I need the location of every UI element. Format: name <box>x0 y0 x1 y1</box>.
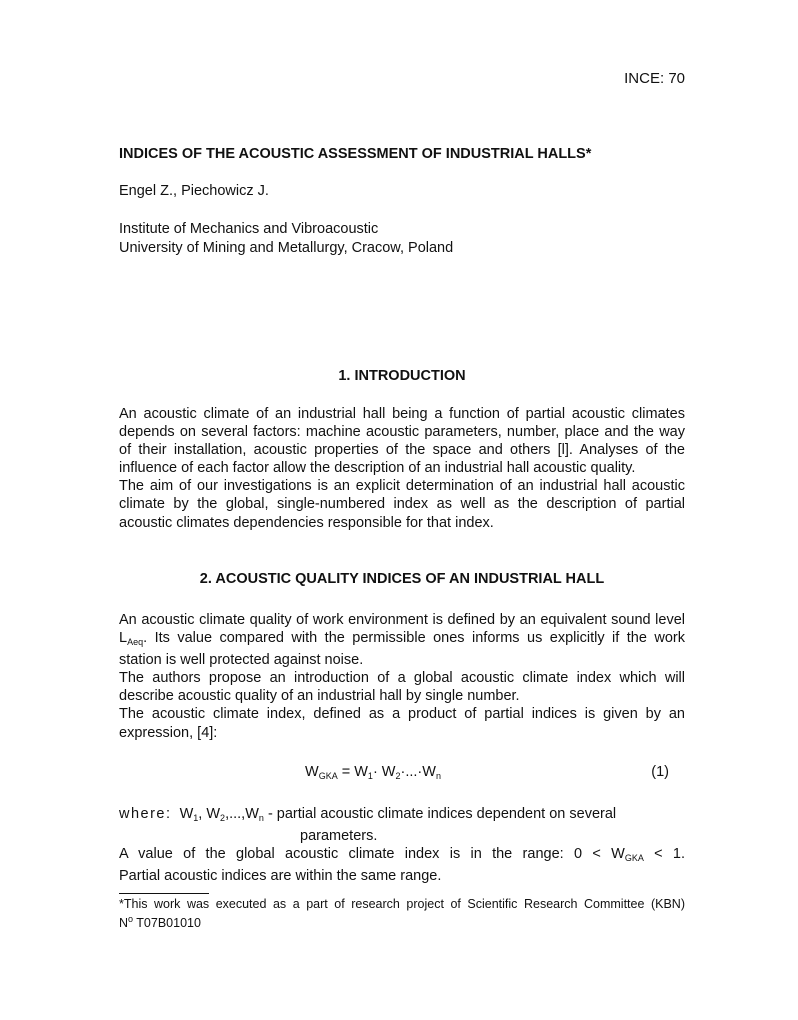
authors <box>119 183 269 199</box>
laeq-subscript: Aeq <box>127 637 144 648</box>
intro-paragraph-1: An acoustic climate of an industrial hall being a function of partial acoustic climates depends on several factors: machine acoustic parameters, number, place and the way of their installation, acoustic properties of the space and others [l]. Analyses of the influence of each factor allow the description of an industrial hall acoustic quality. <box>119 406 685 477</box>
footnote-line-1: *This work was executed as a part of research project of Scientific Research Committee (KBN) <box>119 897 685 911</box>
range-line-2: Partial acoustic indices are within the same range. <box>119 868 442 884</box>
where-block <box>119 805 685 885</box>
section-1-body <box>119 405 685 532</box>
where-line-1: where: $W_1$, $W_2,...,W_n$ - partial acoustic climate indices dependent on several <box>119 806 617 823</box>
equation-formula: $W_{GKA} = W_1\cdot W_2\cdot...\cdot W_n$ <box>305 764 441 781</box>
author-rest: Z., Piechowicz J. <box>156 183 269 199</box>
affiliation <box>119 220 453 258</box>
equation-1 <box>119 764 685 784</box>
equation-number: (1) <box>651 764 669 780</box>
conference-code: INCE: 70 <box>624 70 685 87</box>
paper-title: INDICES OF THE ACOUSTIC ASSESSMENT OF INDUSTRIAL HALLS* <box>119 146 592 162</box>
footnote-rule <box>119 893 209 894</box>
footnote <box>119 897 685 931</box>
section-2-heading: 2. ACOUSTIC QUALITY INDICES OF AN INDUSTRIAL HALL <box>199 571 605 587</box>
quality-paragraph-2: The authors propose an introduction of a global acoustic climate index which will describe acoustic quality of an industrial hall by single number. <box>119 670 685 705</box>
intro-paragraph-2: The aim of our investigations is an explicit determination of an industrial hall acoustic climate by the global, single-numbered index as well as the description of partial acoustic climates dependencies responsible for that index. <box>119 478 685 531</box>
section-1-heading: 1. INTRODUCTION <box>338 368 466 384</box>
affiliation-line-1: Institute of Mechanics and Vibroacoustic <box>119 221 379 237</box>
quality-paragraph-3: The acoustic climate index, defined as a product of partial indices is given by an expression, [4]: <box>119 706 685 741</box>
section-2-body <box>119 611 685 742</box>
affiliation-line-2: University of Mining and Metallurgy, Cracow, Poland <box>119 240 454 256</box>
where-line-2: parameters. <box>300 828 378 844</box>
range-line: A value of the global acoustic climate index is in the range: $0 < W_{GKA} < 1$. <box>119 846 686 863</box>
quality-paragraph-1: An acoustic climate quality of work environment is defined by an equivalent sound level $L_{Aeq}$. Its value compared with the permissible ones informs us explicitly if the work station is well protected against noise. <box>119 612 685 669</box>
footnote-line-2: $N^o$ T07B01010 <box>119 914 201 930</box>
author-first: Engel <box>119 183 157 199</box>
